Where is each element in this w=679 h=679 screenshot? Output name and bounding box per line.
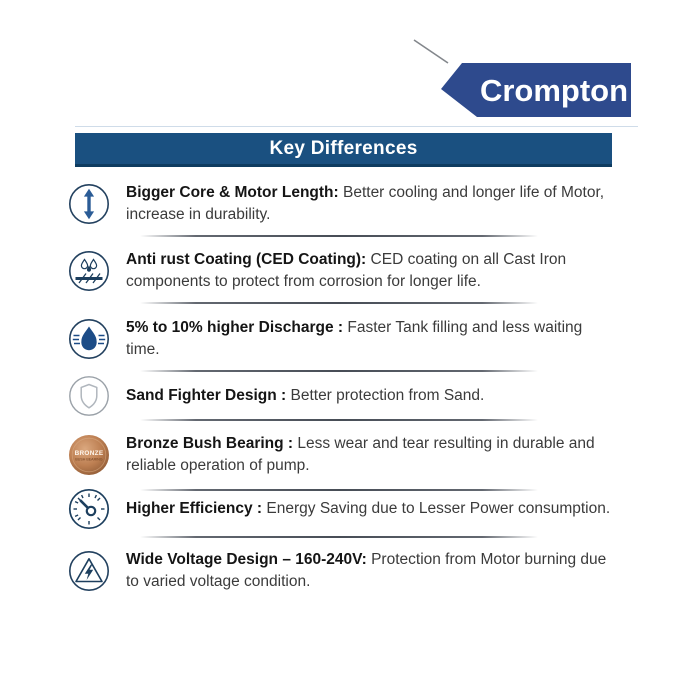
divider [140, 302, 538, 304]
brand-name: Crompton [479, 73, 629, 108]
feature-row-efficiency [68, 488, 628, 530]
feature-desc: CED coating on all Cast Iron components to protect from corrosion for longer life. [126, 251, 567, 290]
feature-row-anti-rust [68, 249, 628, 292]
efficiency-gauge-icon [68, 488, 110, 530]
feature-row-motor-length [68, 182, 628, 225]
wide-voltage-warning-icon [68, 550, 110, 592]
feature-desc: Faster Tank filling and less waiting time. [126, 319, 583, 358]
feature-title: Anti rust Coating (CED Coating): [126, 251, 367, 268]
feature-row-bronze-bearing [68, 433, 628, 476]
feature-text [126, 433, 618, 476]
header-underline [75, 126, 638, 127]
feature-title: Sand Fighter Design : [126, 387, 287, 405]
feature-title: Higher Efficiency : [126, 500, 263, 518]
bronze-label: BRONZE [74, 449, 104, 457]
feature-desc: Protection from Motor burning due to varied voltage condition. [126, 551, 607, 590]
anti-rust-coating-icon [68, 250, 110, 292]
feature-title: Bigger Core & Motor Length: [126, 184, 339, 201]
crompton-logo [398, 34, 640, 130]
feature-row-discharge [68, 317, 628, 360]
water-drop-discharge-icon [68, 318, 110, 360]
logo-swoosh-line [414, 40, 448, 63]
feature-desc: Better cooling and longer life of Motor, increase in durability. [126, 184, 605, 223]
sand-shield-icon [68, 375, 110, 417]
feature-text [126, 249, 618, 292]
feature-row-wide-voltage [68, 549, 628, 592]
divider [140, 536, 538, 538]
feature-desc: Energy Saving due to Lesser Power consumption. [262, 500, 611, 518]
motor-length-updown-arrow-icon [68, 183, 110, 225]
feature-text [126, 549, 618, 592]
feature-text [126, 385, 618, 407]
feature-title: Wide Voltage Design – 160-240V: [126, 551, 367, 568]
feature-text [126, 498, 618, 520]
feature-title: Bronze Bush Bearing : [126, 435, 294, 452]
feature-title: 5% to 10% higher Discharge : [126, 319, 344, 336]
bronze-bush-bearing-icon [68, 434, 110, 476]
feature-text [126, 182, 618, 225]
banner-title: Key Differences [269, 137, 418, 159]
feature-desc: Less wear and tear resulting in durable and reliable operation of pump. [126, 435, 595, 474]
feature-row-sand-fighter [68, 375, 628, 417]
feature-desc: Better protection from Sand. [286, 387, 485, 405]
divider [140, 370, 538, 372]
key-differences-banner [75, 133, 612, 167]
bronze-sub-label: BUSH BEARING [75, 457, 103, 461]
feature-text [126, 317, 618, 360]
divider [140, 235, 538, 237]
divider [140, 419, 538, 421]
